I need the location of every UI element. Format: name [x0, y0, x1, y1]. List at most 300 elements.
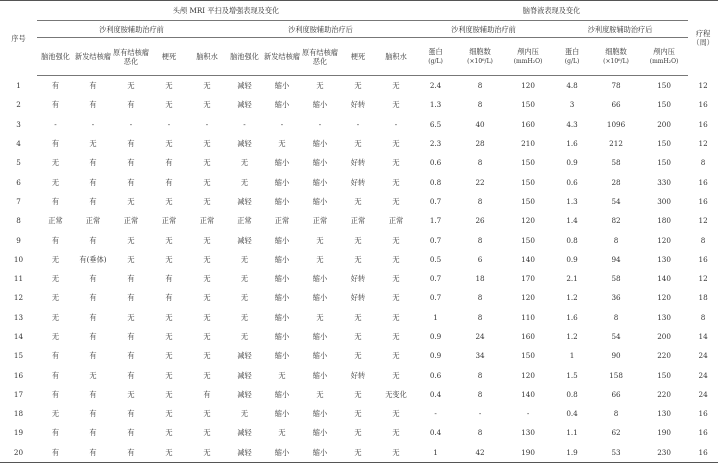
col-intracranial-pressure: 颅内压 (mmH₂O) — [640, 38, 688, 76]
table-cell: 有 — [51, 428, 60, 438]
table-cell: 缩小 — [312, 370, 328, 380]
table-cell: 无 — [240, 177, 249, 187]
table-cell: 330 — [657, 177, 671, 187]
table-cell: 无 — [240, 332, 249, 341]
table-cell: 190 — [504, 443, 552, 463]
table-cell: 有 — [51, 81, 60, 91]
table-cell: 82 — [611, 216, 621, 226]
table-cell: 0.4 — [429, 389, 442, 399]
table-cell: 缩小 — [274, 351, 290, 361]
table-cell: 150 — [521, 100, 535, 110]
col-cistern-enhancement: 脑池强化 — [37, 38, 74, 76]
table-cell: - — [356, 119, 360, 129]
table-cell: 无 — [354, 254, 362, 264]
table-cell: - — [434, 409, 437, 419]
table-cell: 无 — [354, 196, 362, 206]
table-cell: 无 — [51, 332, 60, 341]
table-cell: 0.9 — [429, 351, 442, 361]
table-cell: 130 — [657, 254, 671, 264]
row-number: 5 — [16, 158, 21, 168]
table-cell: 1.7 — [429, 216, 442, 226]
table-cell: 28 — [611, 177, 621, 187]
col-protein: 蛋白 (g/L) — [415, 38, 456, 76]
table-cell: 有 — [127, 332, 135, 341]
table-cell: 有 — [89, 158, 97, 168]
table-cell: 34 — [475, 351, 485, 361]
table-cell: 8 — [477, 389, 483, 399]
table-cell: 1096 — [606, 119, 626, 129]
table-cell: 120 — [657, 235, 671, 245]
table-cell: 有 — [89, 235, 97, 245]
table-cell: 0.8 — [429, 177, 442, 187]
table-cell: 16 — [688, 443, 718, 463]
table-cell: 缩小 — [312, 351, 328, 361]
table-cell: 无 — [203, 100, 211, 110]
table-cell: 缩小 — [274, 332, 290, 341]
col-protein: 蛋白 (g/L) — [552, 38, 592, 76]
table-cell: 40 — [475, 119, 485, 129]
table-cell: 有 — [203, 389, 211, 399]
table-cell: 正常 — [161, 216, 177, 226]
table-cell: 0.5 — [429, 254, 442, 264]
row-number: 8 — [16, 216, 21, 226]
table-cell: 无 — [51, 312, 60, 322]
seq-header: 序号 — [0, 1, 37, 76]
table-cell: 无 — [127, 81, 135, 91]
table-cell: 无 — [354, 428, 362, 438]
table-cell: 8 — [477, 293, 483, 303]
table-cell: 150 — [521, 351, 535, 361]
table-cell: 1.4 — [566, 216, 578, 226]
table-cell: 无 — [165, 254, 173, 264]
table-cell: - — [167, 119, 171, 129]
table-cell: 无 — [165, 196, 173, 206]
table-cell: 无 — [51, 254, 60, 264]
table-cell: - — [129, 119, 133, 129]
table-cell: 24 — [698, 351, 708, 361]
table-cell: 150 — [657, 370, 671, 380]
row-number: 11 — [13, 274, 24, 284]
table-cell: 0.7 — [429, 293, 442, 303]
table-cell: 无 — [51, 274, 60, 284]
table-cell: 缩小 — [274, 196, 290, 206]
col-tuberculoma-worsening: 原有结核瘤恶化 — [301, 38, 339, 76]
table-cell: 36 — [611, 293, 621, 303]
table-cell: 缩小 — [274, 312, 290, 322]
table-cell: 无 — [165, 389, 173, 399]
table-cell: 1.9 — [552, 443, 592, 463]
table-cell: 缩小 — [274, 158, 290, 168]
table-cell: 无 — [203, 177, 211, 187]
table-cell: 66 — [611, 100, 621, 110]
table-cell: 缩小 — [312, 409, 328, 419]
table-cell: 正常 — [123, 216, 139, 226]
table-cell: 无 — [316, 235, 324, 245]
col-cell-count: 细胞数 (×10⁶/L) — [456, 38, 504, 76]
row-number: 4 — [16, 139, 21, 149]
table-cell: 0.9 — [429, 332, 442, 341]
table-cell: 减轻 — [237, 428, 252, 438]
table-cell: 缩小 — [312, 177, 328, 187]
table-row — [0, 288, 718, 307]
table-cell: 无 — [392, 177, 400, 187]
table-cell: 无 — [354, 351, 362, 361]
table-cell: 无 — [316, 254, 324, 264]
table-row — [0, 404, 718, 423]
table-cell: 无 — [354, 389, 362, 399]
table-cell: 0.8 — [566, 235, 578, 245]
table-cell: 无 — [203, 235, 211, 245]
table-cell: 无 — [127, 389, 135, 399]
table-cell: 无 — [203, 139, 211, 149]
table-cell: 54 — [611, 332, 621, 341]
table-cell: 8 — [700, 235, 706, 245]
table-row — [0, 308, 718, 327]
table-cell: 无 — [127, 196, 135, 206]
table-cell: 无 — [150, 443, 188, 463]
table-cell: 缩小 — [274, 274, 290, 284]
table-cell: 18 — [698, 293, 708, 303]
col-intracranial-pressure: 颅内压 (mmH₂O) — [504, 38, 552, 76]
col-tuberculoma-worsening: 原有结核瘤恶化 — [112, 38, 150, 76]
table-cell: 好转 — [350, 370, 366, 380]
table-cell: - — [478, 409, 482, 419]
table-cell: 无 — [278, 139, 286, 149]
table-cell: 有 — [51, 139, 60, 149]
table-cell: 减轻 — [237, 235, 252, 245]
table-cell: 150 — [521, 177, 535, 187]
table-cell: 有 — [89, 177, 97, 187]
table-cell: 无 — [377, 443, 415, 463]
table-cell: 8 — [477, 196, 483, 206]
table-cell: - — [318, 119, 322, 129]
table-cell: 缩小 — [312, 196, 328, 206]
table-row — [0, 269, 718, 288]
table-cell: 无 — [165, 100, 173, 110]
table-cell: 180 — [657, 216, 671, 226]
col-cistern-enhancement: 脑池强化 — [226, 38, 263, 76]
table-cell: 0.4 — [429, 428, 442, 438]
table-cell: 有 — [37, 443, 74, 463]
table-cell: 1.2 — [566, 332, 578, 341]
table-cell: 有 — [127, 158, 135, 168]
table-cell: 8 — [700, 158, 706, 168]
table-cell: 无 — [203, 428, 211, 438]
table-cell: 170 — [521, 274, 535, 284]
table-cell: 无 — [127, 254, 135, 264]
table-cell: 有 — [89, 274, 97, 284]
table-cell: 缩小 — [312, 293, 328, 303]
table-cell: 16 — [698, 254, 708, 264]
table-cell: 无 — [354, 409, 362, 419]
table-cell: 2.3 — [429, 139, 442, 149]
col-cell-count: 细胞数 (×10⁶/L) — [592, 38, 640, 76]
table-cell: 有 — [165, 274, 173, 284]
table-cell: 有 — [112, 443, 150, 463]
table-cell: 24 — [475, 332, 485, 341]
table-cell: 无 — [354, 312, 362, 322]
table-cell: 150 — [657, 158, 671, 168]
table-cell: 130 — [657, 409, 671, 419]
table-cell: 无 — [203, 274, 211, 284]
table-cell: 正常 — [237, 216, 252, 226]
table-cell: 16 — [698, 409, 708, 419]
table-cell: 2.1 — [566, 274, 578, 284]
table-cell: 无 — [316, 312, 324, 322]
table-cell: 无 — [392, 235, 400, 245]
table-cell: 130 — [657, 312, 671, 322]
table-row — [0, 443, 718, 463]
table-row — [0, 192, 718, 211]
table-cell: 缩小 — [274, 100, 290, 110]
csf-before-header: 沙利度胺辅助治疗前 — [415, 21, 552, 38]
table-cell: 120 — [521, 81, 535, 91]
table-cell: 12 — [698, 80, 708, 90]
table-row — [0, 76, 718, 96]
table-cell: 缩小 — [274, 254, 290, 264]
table-cell: 减轻 — [237, 139, 252, 149]
table-cell: - — [205, 119, 209, 129]
table-cell: 18 — [475, 274, 485, 284]
table-cell: 缩小 — [312, 100, 328, 110]
table-cell: 缩小 — [274, 81, 290, 91]
table-cell: 无 — [240, 254, 249, 264]
table-cell: - — [526, 409, 530, 419]
table-cell: 8 — [477, 235, 483, 245]
row-number: 18 — [13, 409, 24, 419]
row-number: 2 — [16, 100, 21, 110]
table-cell: 无 — [392, 351, 400, 361]
table-cell: 有 — [89, 332, 97, 341]
table-cell: 1 — [433, 312, 438, 322]
table-cell: 无 — [392, 370, 400, 380]
table-row — [0, 230, 718, 249]
table-cell: 减轻 — [237, 81, 252, 91]
table-cell: 无 — [51, 158, 60, 168]
table-cell: 无 — [165, 235, 173, 245]
table-cell: 有 — [89, 81, 97, 91]
table-cell: 无 — [392, 428, 400, 438]
col-new-tuberculoma: 新发结核瘤 — [74, 38, 112, 76]
table-cell: 有(垂体) — [79, 254, 107, 264]
row-number: 17 — [13, 389, 24, 399]
table-cell: 有 — [127, 100, 135, 110]
table-cell: 有 — [89, 100, 97, 110]
table-cell: 有 — [74, 443, 112, 463]
table-cell: 有 — [51, 351, 60, 361]
table-cell: 8 — [477, 100, 483, 110]
table-cell: 110 — [521, 312, 535, 322]
table-cell: 28 — [475, 139, 485, 149]
table-row — [0, 115, 718, 134]
table-cell: 无 — [165, 81, 173, 91]
table-cell: 8 — [477, 370, 483, 380]
table-cell: 58 — [611, 274, 621, 284]
table-cell: 有 — [51, 100, 60, 110]
table-cell: 1.1 — [566, 428, 578, 438]
table-cell: 200 — [657, 332, 671, 341]
table-cell: 无 — [165, 370, 173, 380]
table-cell: 好转 — [350, 177, 366, 187]
col-new-tuberculoma: 新发结核瘤 — [263, 38, 301, 76]
table-cell: 有 — [127, 351, 135, 361]
col-hydrocephalus: 脑积水 — [377, 38, 415, 76]
table-row — [0, 423, 718, 442]
table-cell: 好转 — [350, 274, 366, 284]
table-cell: 无 — [339, 443, 377, 463]
table-cell: 14 — [698, 332, 708, 341]
table-cell: - — [91, 119, 95, 129]
table-cell: 200 — [657, 119, 671, 129]
table-cell: 58 — [611, 158, 621, 168]
table-cell: 缩小 — [274, 177, 290, 187]
mri-before-header: 沙利度胺辅助治疗前 — [37, 21, 226, 38]
table-cell: 无 — [392, 409, 400, 419]
table-cell: 12 — [698, 274, 708, 284]
row-number: 12 — [13, 293, 24, 303]
table-cell: 0.8 — [566, 389, 578, 399]
table-cell: 缩小 — [274, 235, 290, 245]
table-cell: 1.2 — [566, 293, 578, 303]
table-cell: 无 — [51, 409, 60, 419]
table-cell: 6 — [477, 254, 483, 264]
table-cell: 24 — [698, 370, 708, 380]
col-infarction: 梗死 — [339, 38, 377, 76]
course-header: 疗程（周） — [688, 1, 718, 76]
table-cell: 无 — [354, 81, 362, 91]
table-cell: 0.9 — [566, 158, 578, 168]
table-cell: 有 — [127, 177, 135, 187]
table-cell: 缩小 — [312, 139, 328, 149]
table-cell: 无 — [316, 81, 324, 91]
table-cell: 无 — [165, 351, 173, 361]
table-cell: 缩小 — [312, 274, 328, 284]
row-number: 16 — [13, 370, 24, 380]
table-cell: 22 — [475, 177, 485, 187]
table-cell: 无 — [392, 81, 400, 91]
table-cell: 减轻 — [237, 351, 252, 361]
table-cell: 1.3 — [429, 100, 442, 110]
table-cell: 无 — [240, 274, 249, 284]
table-cell: 有 — [165, 293, 173, 303]
table-cell: 8 — [700, 312, 706, 322]
table-cell: 1.6 — [566, 312, 578, 322]
table-cell: 无 — [203, 158, 211, 168]
table-cell: 正常 — [85, 216, 101, 226]
table-cell: 220 — [657, 351, 671, 361]
table-cell: 无 — [89, 370, 97, 380]
table-cell: 212 — [609, 139, 623, 149]
table-cell: 无变化 — [385, 389, 407, 399]
table-cell: 0.4 — [566, 409, 578, 419]
table-cell: 12 — [698, 139, 708, 149]
table-cell: - — [243, 119, 246, 129]
table-row — [0, 172, 718, 191]
table-cell: 无 — [278, 370, 286, 380]
table-cell: 有 — [127, 139, 135, 149]
row-number: 3 — [16, 119, 21, 129]
table-cell: 150 — [521, 196, 535, 206]
table-cell: 正常 — [350, 216, 366, 226]
table-cell: 300 — [657, 196, 671, 206]
table-cell: 有 — [89, 312, 97, 322]
table-cell: 1.6 — [566, 139, 578, 149]
table-cell: 24 — [698, 389, 708, 399]
table-cell: 无 — [392, 158, 400, 168]
table-cell: 4.8 — [566, 81, 578, 91]
table-row — [0, 346, 718, 365]
table-cell: 0.7 — [429, 196, 442, 206]
table-cell: 减轻 — [237, 196, 252, 206]
csf-after-header: 沙利度胺辅助治疗后 — [552, 21, 688, 38]
table-cell: 无 — [392, 139, 400, 149]
table-cell: 8 — [477, 312, 483, 322]
table-cell: 0.7 — [429, 274, 442, 284]
table-cell: 无 — [127, 312, 135, 322]
table-row — [0, 153, 718, 172]
table-cell: 1 — [569, 351, 575, 361]
table-cell: 有 — [51, 196, 60, 206]
row-number: 1 — [16, 80, 21, 90]
table-cell: 16 — [698, 119, 708, 129]
table-row — [0, 327, 718, 346]
table-cell: 42 — [456, 443, 504, 463]
table-cell: 无 — [165, 428, 173, 438]
table-cell: 缩小 — [274, 293, 290, 303]
table-cell: 正常 — [199, 216, 215, 226]
table-cell: 120 — [657, 293, 671, 303]
row-number: 13 — [13, 312, 24, 322]
table-cell: 缩小 — [274, 409, 290, 419]
table-row — [0, 211, 718, 230]
table-cell: 2.4 — [429, 81, 442, 91]
mri-group-header: 头颅 MRI 平扫及增强表现及变化 — [37, 1, 415, 21]
table-cell: 0.6 — [566, 177, 578, 187]
table-cell: - — [394, 119, 398, 129]
table-cell: 120 — [521, 293, 535, 303]
table-cell: 8 — [477, 428, 483, 438]
table-cell: 无 — [203, 370, 211, 380]
table-cell: 有 — [127, 274, 135, 284]
table-cell: 160 — [521, 332, 535, 341]
row-number: 10 — [13, 254, 24, 264]
row-number: 15 — [13, 351, 24, 361]
table-cell: 53 — [592, 443, 640, 463]
table-cell: 无 — [188, 443, 226, 463]
table-row — [0, 250, 718, 269]
table-cell: 140 — [521, 389, 535, 399]
table-cell: 缩小 — [312, 158, 328, 168]
table-cell: 缩小 — [274, 389, 290, 399]
table-row — [0, 134, 718, 153]
table-cell: 无 — [165, 409, 173, 419]
table-cell: 正常 — [274, 216, 290, 226]
table-cell: 210 — [521, 139, 535, 149]
table-cell: 无 — [165, 312, 173, 322]
table-cell: 无 — [203, 254, 211, 264]
table-cell: 无 — [165, 139, 173, 149]
table-cell: 无 — [392, 332, 400, 341]
table-cell: 4.3 — [566, 119, 578, 129]
table-cell: 无 — [203, 293, 211, 303]
table-cell: 16 — [698, 196, 708, 206]
table-cell: 8 — [477, 158, 483, 168]
table-cell: 有 — [89, 428, 97, 438]
table-cell: 230 — [640, 443, 688, 463]
table-cell: - — [280, 119, 284, 129]
table-cell: 16 — [698, 428, 708, 438]
table-cell: 150 — [657, 100, 671, 110]
